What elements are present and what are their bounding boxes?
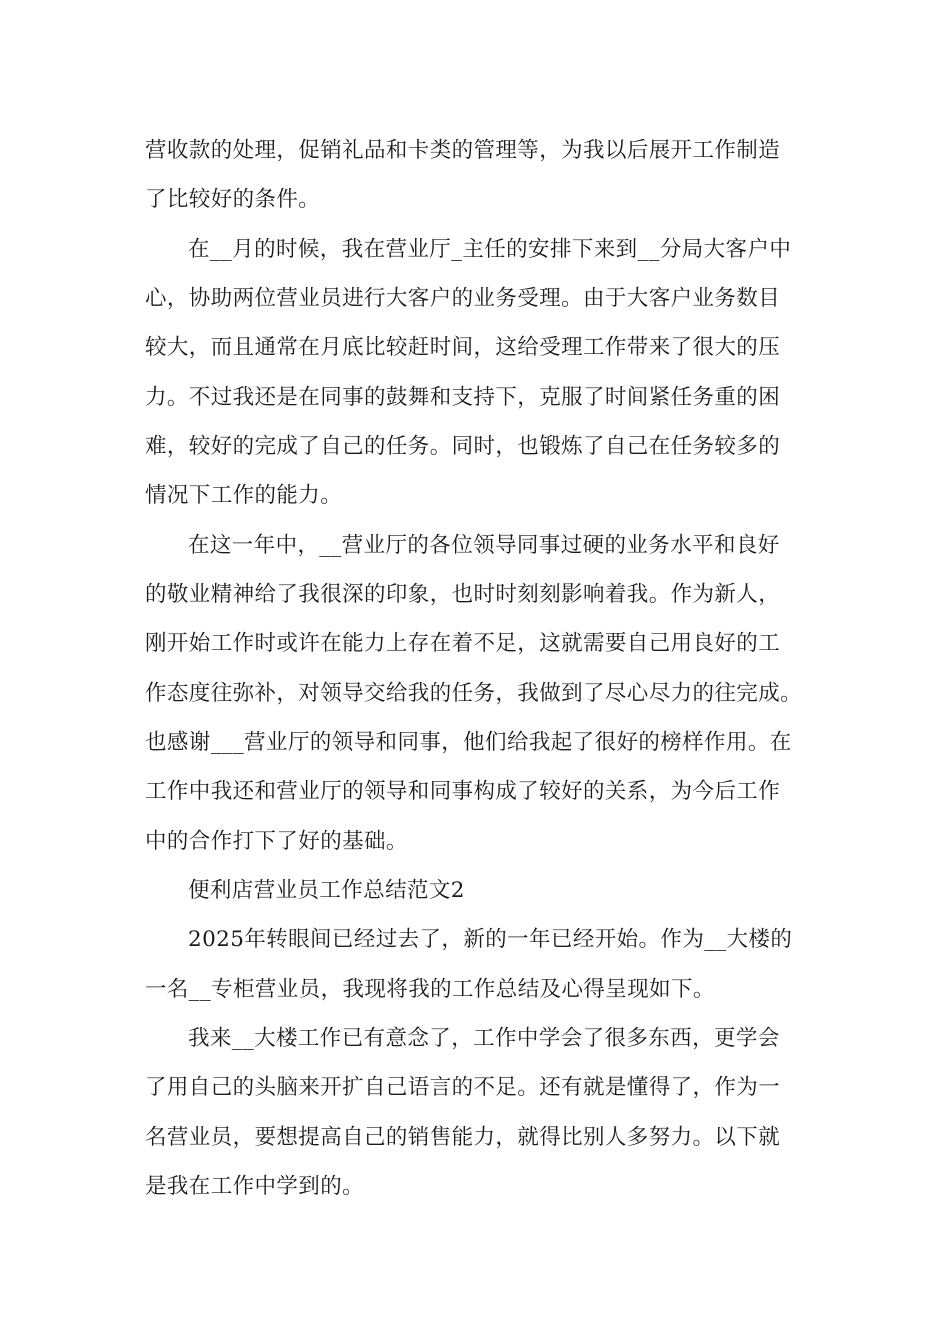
paragraph-line: 在这一年中，__营业厅的各位领导同事过硬的业务水平和良好: [188, 533, 780, 558]
section-heading: 便利店营业员工作总结范文2: [188, 878, 465, 903]
paragraph-line: 工作中我还和营业厅的领导和同事构成了较好的关系，为今后工作: [145, 779, 781, 804]
paragraph-line: 较大，而且通常在月底比较赶时间，这给受理工作带来了很大的压: [145, 335, 781, 360]
paragraph-line: 作态度往弥补，对领导交给我的任务，我做到了尽心尽力的往完成。: [145, 681, 803, 706]
paragraph-line: 了比较好的条件。: [145, 187, 321, 212]
paragraph-line: 的敬业精神给了我很深的印象，也时时刻刻影响着我。作为新人，: [145, 582, 781, 607]
paragraph-line: 中的合作打下了好的基础。: [145, 829, 408, 854]
paragraph-line: 力。不过我还是在同事的鼓舞和支持下，克服了时间紧任务重的困: [145, 385, 781, 410]
paragraph-line: 情况下工作的能力。: [145, 483, 343, 508]
paragraph-line: 2025年转眼间已经过去了，新的一年已经开始。作为__大楼的: [188, 927, 793, 952]
paragraph-line: 刚开始工作时或许在能力上存在着不足，这就需要自己用良好的工: [145, 631, 781, 656]
paragraph-line: 在__月的时候，我在营业厅_主任的安排下来到__分局大客户中: [188, 237, 792, 262]
paragraph-line: 是我在工作中学到的。: [145, 1174, 365, 1199]
paragraph-line: 也感谢___营业厅的领导和同事，他们给我起了很好的榜样作用。在: [145, 730, 792, 755]
paragraph-line: 难，较好的完成了自己的任务。同时，也锻炼了自己在任务较多的: [145, 434, 781, 459]
paragraph-line: 了用自己的头脑来开扩自己语言的不足。还有就是懂得了，作为一: [145, 1075, 781, 1100]
paragraph-line: 一名__专柜营业员，我现将我的工作总结及心得呈现如下。: [145, 977, 715, 1002]
paragraph-line: 我来__大楼工作已有意念了，工作中学会了很多东西，更学会: [188, 1026, 780, 1051]
paragraph-line: 营收款的处理，促销礼品和卡类的管理等，为我以后展开工作制造: [145, 138, 781, 163]
paragraph-line: 心，协助两位营业员进行大客户的业务受理。由于大客户业务数目: [145, 286, 781, 311]
paragraph-line: 名营业员，要想提高自己的销售能力，就得比别人多努力。以下就: [145, 1125, 781, 1150]
